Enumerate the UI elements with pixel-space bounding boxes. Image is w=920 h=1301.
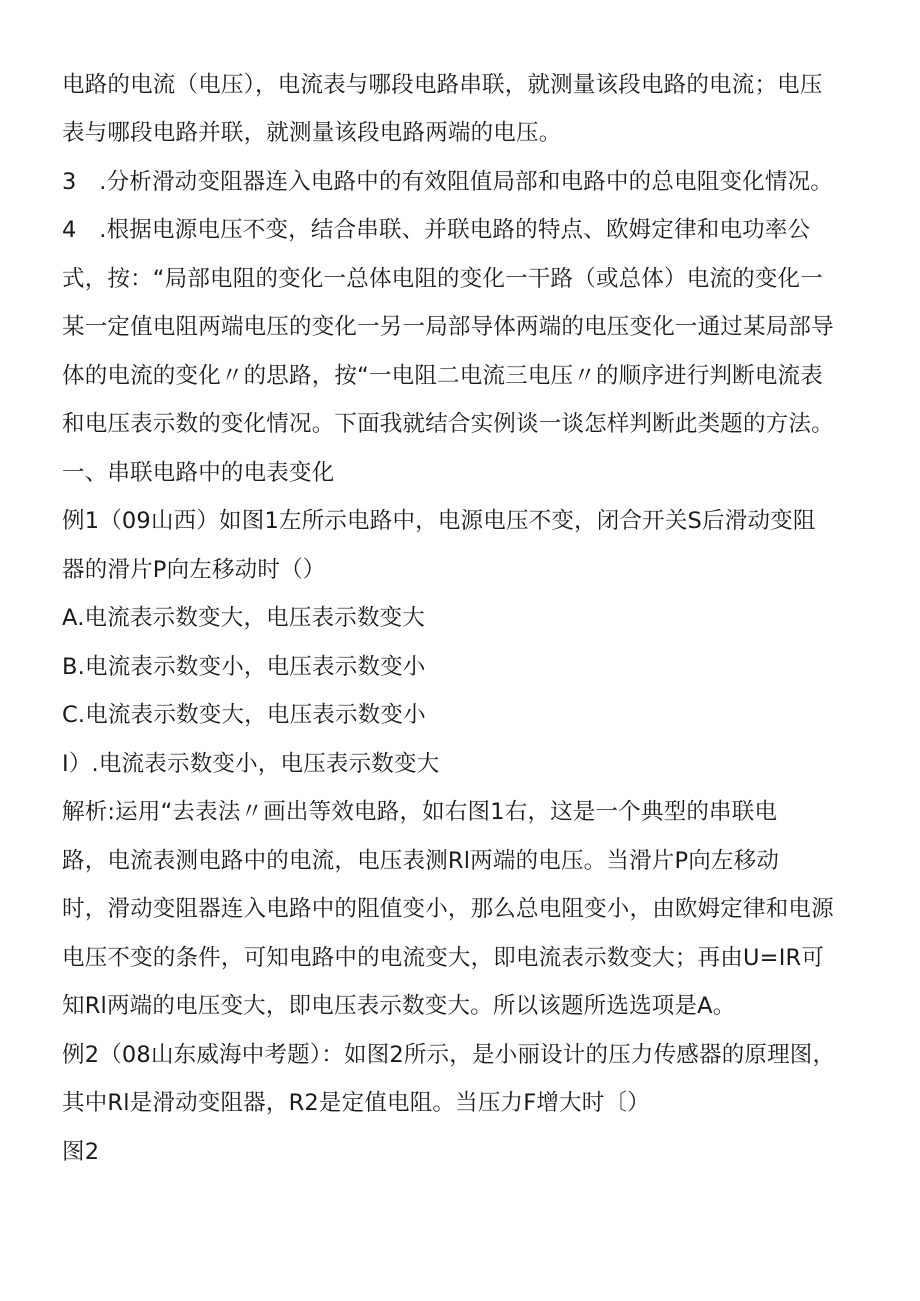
text-line-16: 解析:运用“去表法〃画出等效电路，如右图1右，这是一个典型的串联电 <box>62 799 778 825</box>
text-line-10: 例1（09山西）如图1左所示电路中，电源电压不变，闭合开关S后滑动变阻 <box>62 508 816 534</box>
text-line-17: 路，电流表测电路中的电流，电压表测Rl两端的电压。当滑片P向左移动 <box>62 848 780 874</box>
section-heading: 一、串联电路中的电表变化 <box>62 460 335 486</box>
text-line-6: 某一定值电阻两端电压的变化一另一局部导体两端的电压变化一通过某局部导 <box>62 314 834 340</box>
text-line-5: 式，按：“局部电阻的变化一总体电阻的变化一干路（或总体）电流的变化一 <box>62 266 823 292</box>
text-line-2: 表与哪段电路并联，就测量该段电路两端的电压。 <box>62 120 562 146</box>
text-line-19: 电压不变的条件，可知电路中的电流变大，即电流表示数变大；再由U=IR可 <box>62 945 825 971</box>
figure-label: 图2 <box>62 1139 100 1165</box>
text-line-8: 和电压表示数的变化情况。下面我就结合实例谈一谈怎样判断此类题的方法。 <box>62 411 834 437</box>
option-b: B.电流表示数变小，电压表示数变小 <box>62 654 426 680</box>
text-line-20: 知Rl两端的电压变大，即电压表示数变大。所以该题所选选项是A。 <box>62 993 736 1019</box>
text-line-1: 电路的电流（电压），电流表与哪段电路串联，就测量该段电路的电流；电压 <box>62 72 823 98</box>
text-line-7: 体的电流的变化〃的思路，按“一电阻二电流三电压〃的顺序进行判断电流表 <box>62 363 823 389</box>
text-line-21: 例2（08山东威海中考题）：如图2所示，是小丽设计的压力传感器的原理图， <box>62 1042 836 1068</box>
text-line-18: 时，滑动变阻器连入电路中的阻值变小，那么总电阻变小，由欧姆定律和电源 <box>62 896 834 922</box>
option-d: I）.电流表示数变小，电压表示数变大 <box>62 751 440 777</box>
text-line-22: 其中Rl是滑动变阻器，R2是定值电阻。当压力F增大时〔） <box>62 1090 650 1116</box>
option-c: C.电流表示数变大，电压表示数变小 <box>62 702 426 728</box>
text-line-4: 4 .根据电源电压不变，结合串联、并联电路的特点、欧姆定律和电功率公 <box>62 217 811 243</box>
text-line-11: 器的滑片P向左移动时（） <box>62 557 326 583</box>
text-line-3: 3 .分析滑动变阻器连入电路中的有效阻值局部和电路中的总电阻变化情况。 <box>62 169 833 195</box>
option-a: A.电流表示数变大，电压表示数变大 <box>62 605 426 631</box>
